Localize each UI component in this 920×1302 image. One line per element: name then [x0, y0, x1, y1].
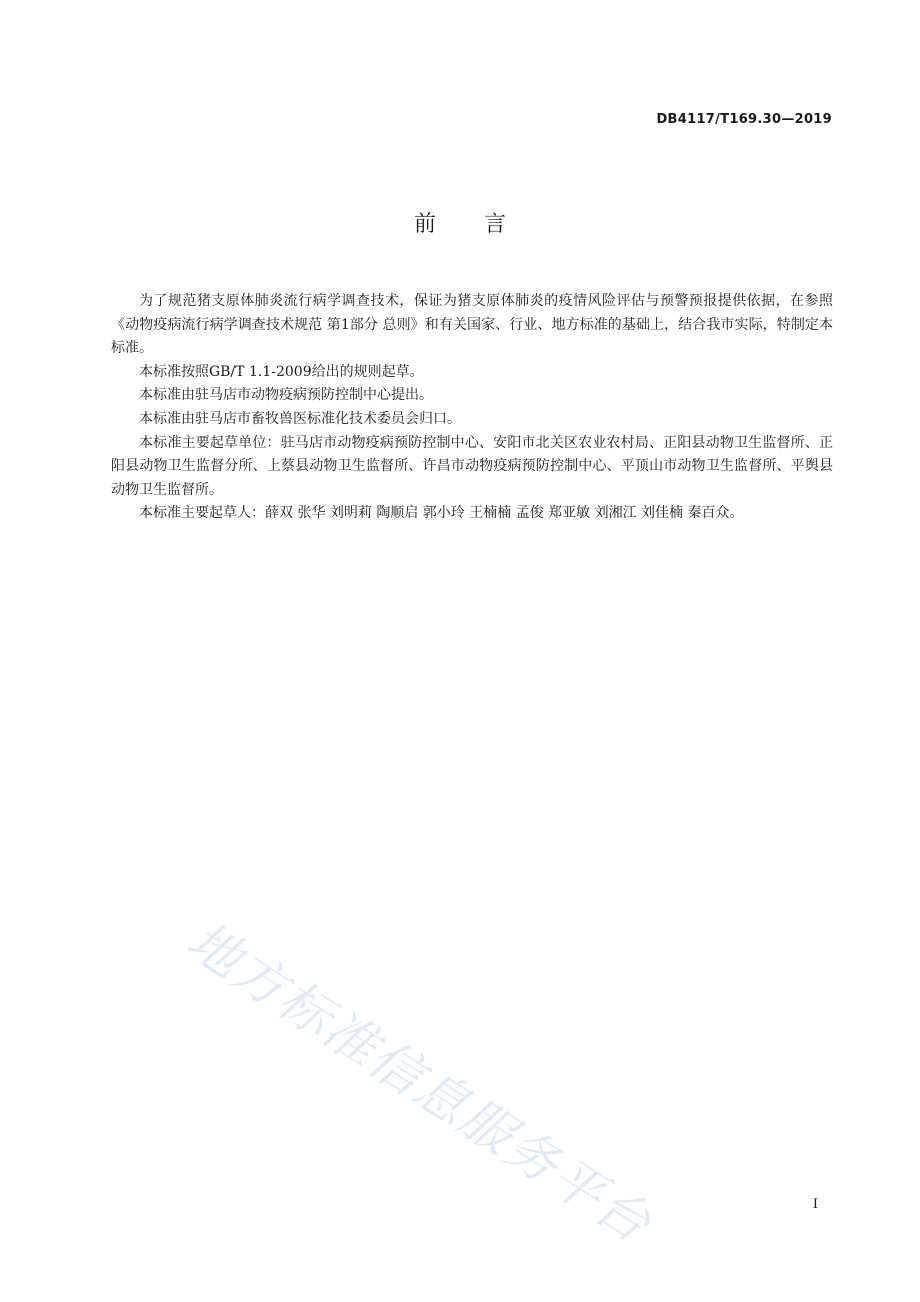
- foreword-body: [111, 290, 833, 526]
- paragraph-drafting-units: 本标准主要起草单位：驻马店市动物疫病预防控制中心、安阳市北关区农业农村局、正阳县动物卫生监督所、正阳县动物卫生监督分所、上蔡县动物卫生监督所、许昌市动物疫病预防控制中心、平顶山市动物卫生监督所、平舆县动物卫生监督所。: [111, 434, 833, 498]
- page-number: I: [812, 1197, 818, 1212]
- section-title-foreword: 前言: [413, 212, 554, 237]
- watermark-text: 地方标准信息服务平台: [176, 910, 662, 1256]
- paragraph-drafters: 本标准主要起草人：薛双 张华 刘明莉 陶顺启 郭小玲 王楠楠 孟俊 郑亚敏 刘湘江 刘佳楠 秦百众。: [139, 505, 744, 522]
- paragraph-proposer: 本标准由驻马店市动物疫病预防控制中心提出。: [139, 387, 433, 404]
- paragraph-centralized-unit: 本标准由驻马店市畜牧兽医标准化技术委员会归口。: [139, 410, 461, 427]
- paragraph-drafting-rules: 本标准按照GB/T 1.1-2009给出的规则起草。: [139, 363, 424, 380]
- document-code: DB4117/T169.30—2019: [656, 112, 832, 127]
- paragraph-purpose: 为了规范猪支原体肺炎流行病学调查技术，保证为猪支原体肺炎的疫情风险评估与预警预报提供依据，在参照《动物疫病流行病学调查技术规范 第1部分 总则》和有关国家、行业、地方标准的基础上，结合我市实际，特制定本标准。: [111, 293, 833, 357]
